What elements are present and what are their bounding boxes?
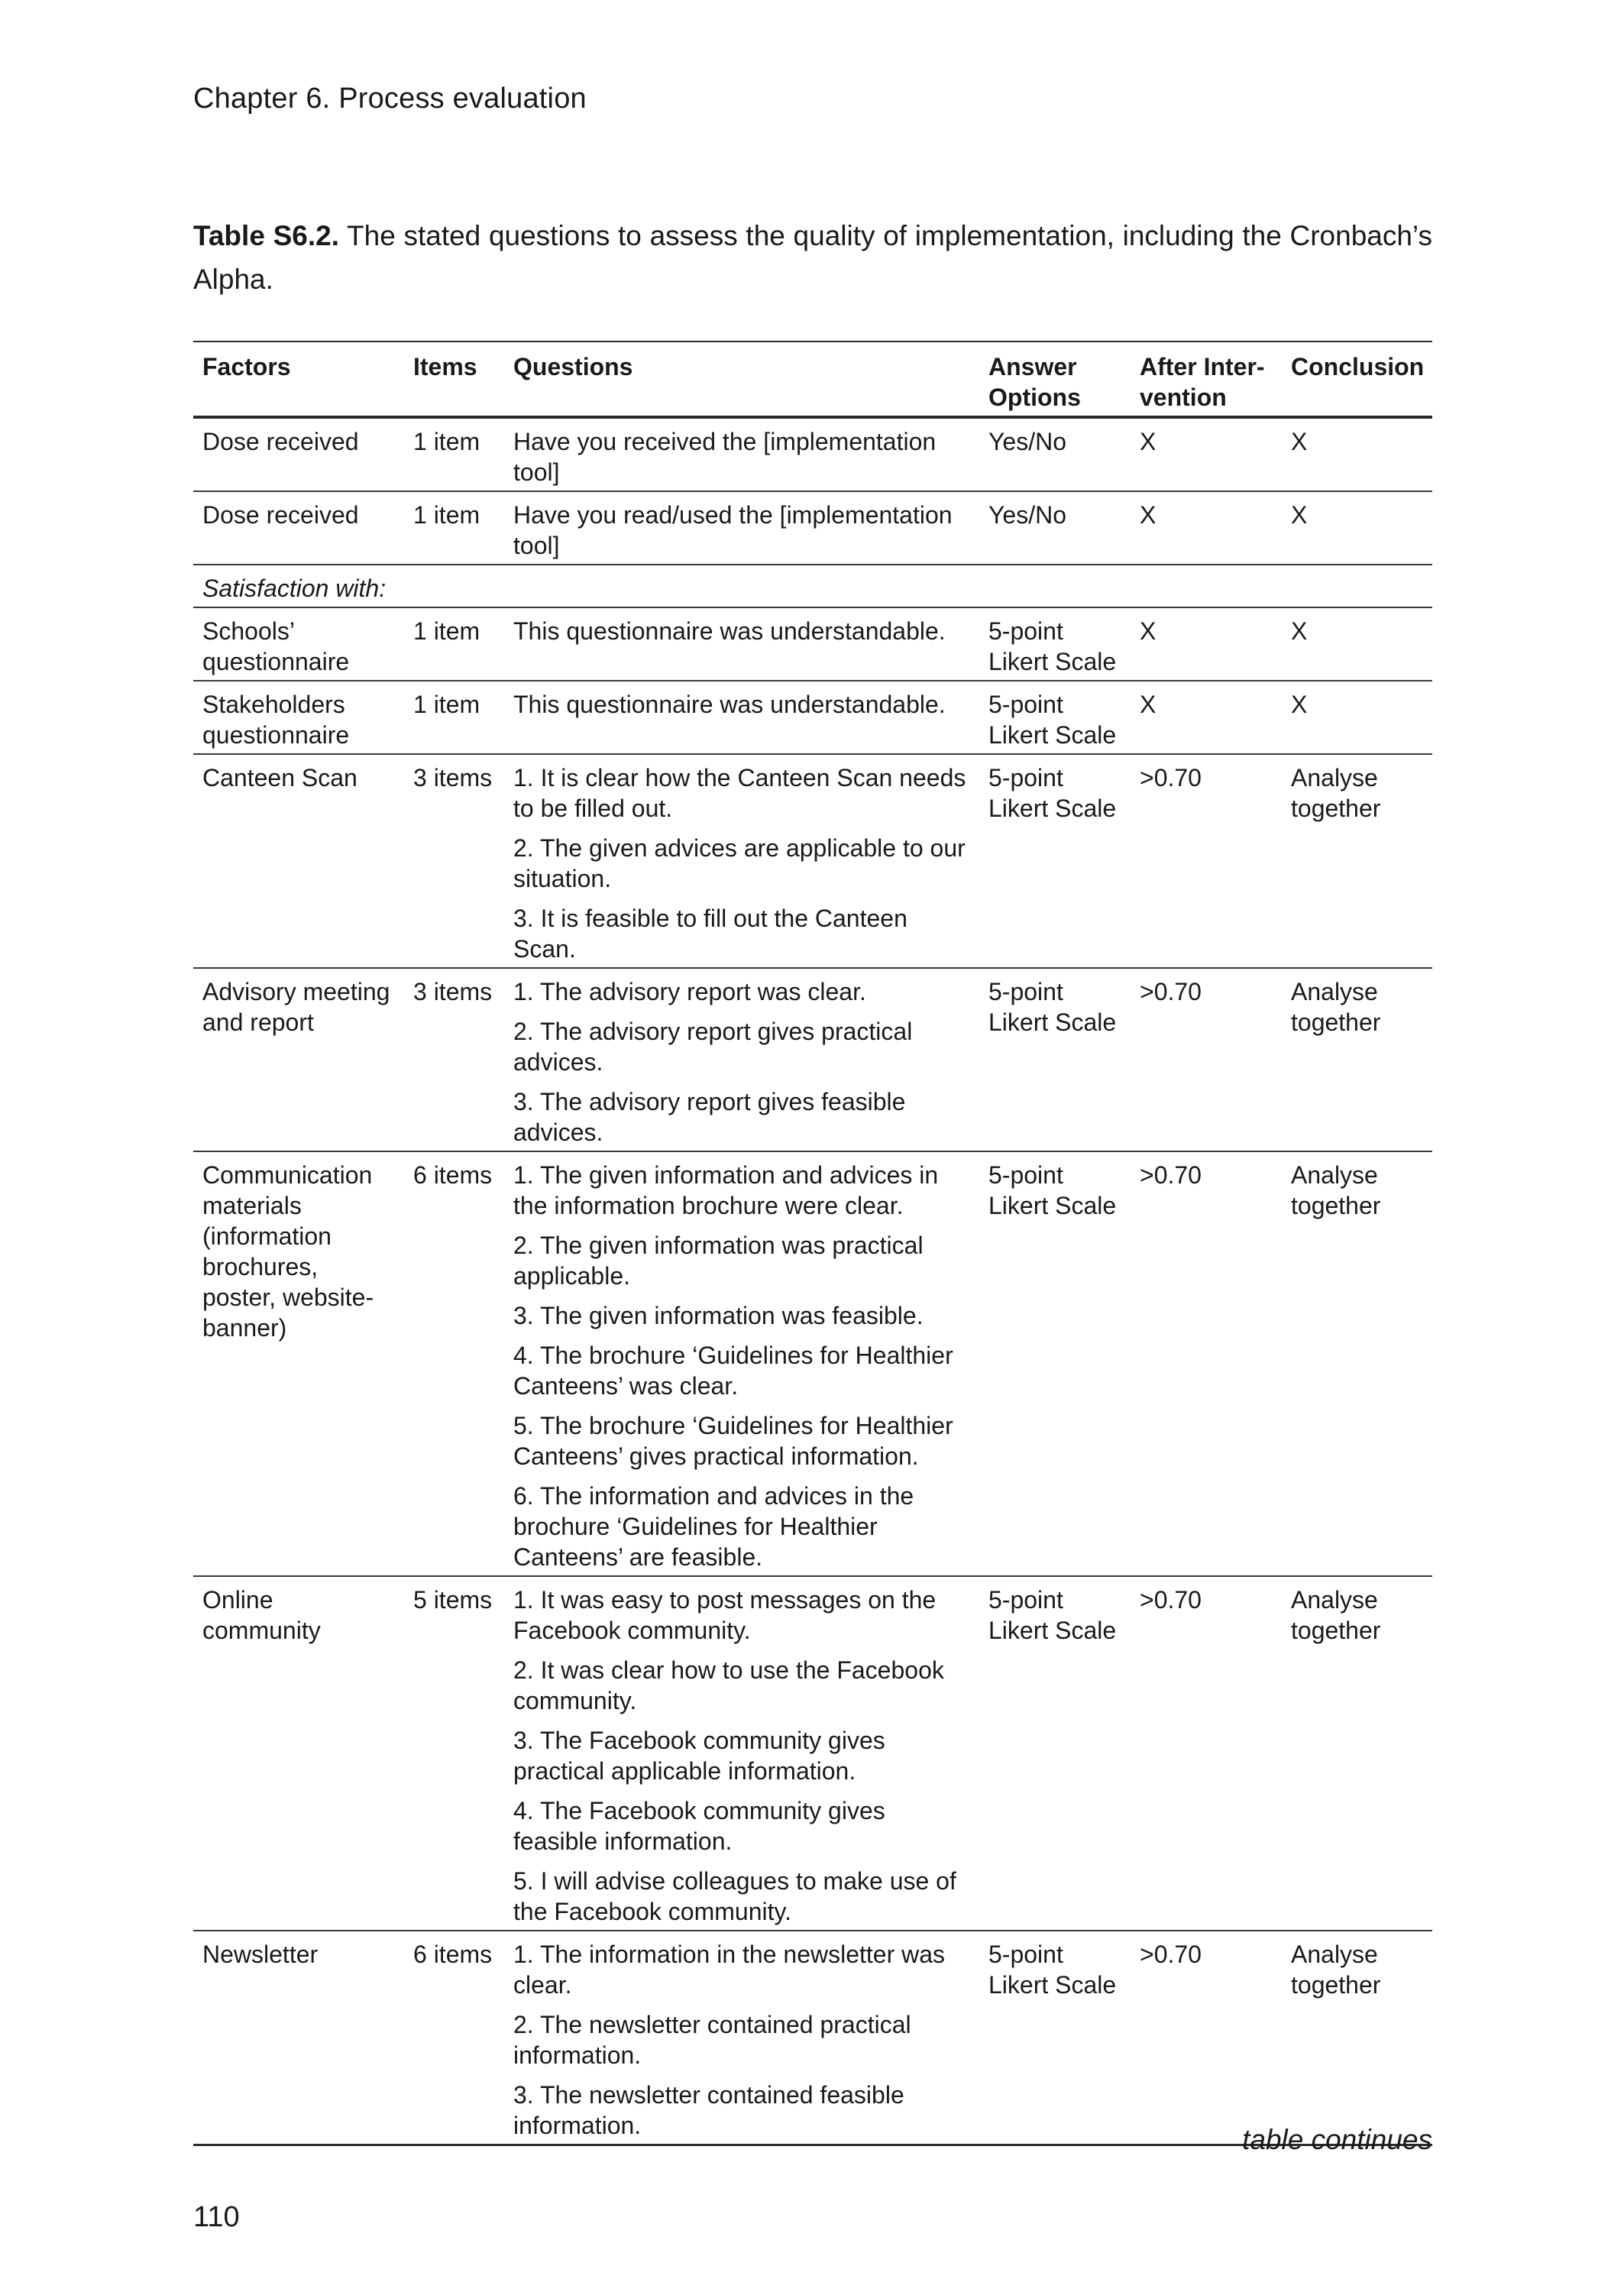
cell-items: 1 item xyxy=(404,607,504,681)
cell-questions xyxy=(504,1931,979,2145)
table-row xyxy=(193,1931,1432,2145)
cell-questions xyxy=(504,1151,979,1576)
column-header-items: Items xyxy=(404,342,504,417)
cell-factor: Online community xyxy=(193,1576,404,1931)
cell-after-intervention: >0.70 xyxy=(1131,1151,1282,1576)
question-line: 3. The given information was feasible. xyxy=(513,1302,924,1329)
chapter-title: Chapter 6. Process evaluation xyxy=(193,83,587,115)
question-line: 2. The given information was practical applicable. xyxy=(513,1232,924,1290)
cell-after-intervention: X xyxy=(1131,491,1282,565)
table-body xyxy=(193,417,1432,2145)
cell-after-intervention: >0.70 xyxy=(1131,1576,1282,1931)
cell-conclusion: Analyse together xyxy=(1282,754,1432,968)
question-line: 4. The Facebook community gives feasible information. xyxy=(513,1797,885,1855)
section-row xyxy=(193,565,1432,607)
cell-questions xyxy=(504,1576,979,1931)
question-line: This questionnaire was understandable. xyxy=(513,691,946,718)
question-line: 2. It was clear how to use the Facebook community. xyxy=(513,1656,944,1714)
table-row xyxy=(193,1576,1432,1931)
column-header-questions: Questions xyxy=(504,342,979,417)
table-row xyxy=(193,968,1432,1151)
question-line: 1. It was easy to post messages on the Facebook community. xyxy=(513,1586,937,1644)
questions-table xyxy=(193,341,1432,2146)
table-caption xyxy=(193,214,1432,301)
table-row xyxy=(193,607,1432,681)
cell-conclusion: X xyxy=(1282,417,1432,491)
cell-items: 3 items xyxy=(404,968,504,1151)
cell-questions xyxy=(504,491,979,565)
column-header-factors: Factors xyxy=(193,342,404,417)
cell-factor: Communication materials (information brochures, poster, website-banner) xyxy=(193,1151,404,1576)
column-header-conclusion: Conclusion xyxy=(1282,342,1432,417)
question-line: 3. It is feasible to fill out the Canteen Scan. xyxy=(513,905,907,963)
question-line: 4. The brochure ‘Guidelines for Healthier Canteens’ was clear. xyxy=(513,1342,953,1400)
table-row xyxy=(193,417,1432,491)
cell-after-intervention: X xyxy=(1131,681,1282,754)
column-header-after-intervention: After Inter-vention xyxy=(1131,342,1282,417)
table-row xyxy=(193,491,1432,565)
cell-answer-options: 5-point Likert Scale xyxy=(979,1931,1131,2145)
question-line: 5. The brochure ‘Guidelines for Healthier Canteens’ gives practical information. xyxy=(513,1412,953,1470)
table-continues-note: table continues xyxy=(1242,2124,1432,2155)
page-number: 110 xyxy=(193,2201,240,2233)
cell-conclusion: X xyxy=(1282,491,1432,565)
cell-factor: Canteen Scan xyxy=(193,754,404,968)
cell-items: 1 item xyxy=(404,491,504,565)
cell-items: 5 items xyxy=(404,1576,504,1931)
cell-after-intervention: >0.70 xyxy=(1131,754,1282,968)
cell-factor: Schools’ questionnaire xyxy=(193,607,404,681)
cell-answer-options: 5-point Likert Scale xyxy=(979,754,1131,968)
cell-conclusion: X xyxy=(1282,681,1432,754)
table-caption-text: The stated questions to assess the quality of implementation, including the Cronbach’s Alpha. xyxy=(193,220,1432,295)
cell-items: 6 items xyxy=(404,1151,504,1576)
question-line: 2. The advisory report gives practical advices. xyxy=(513,1018,913,1076)
cell-answer-options: 5-point Likert Scale xyxy=(979,968,1131,1151)
question-line: 1. It is clear how the Canteen Scan needs to be filled out. xyxy=(513,764,966,822)
section-label: Satisfaction with: xyxy=(193,565,1432,607)
table-row xyxy=(193,1151,1432,1576)
cell-answer-options: 5-point Likert Scale xyxy=(979,1576,1131,1931)
cell-after-intervention: X xyxy=(1131,607,1282,681)
column-header-answer-options: Answer Options xyxy=(979,342,1131,417)
cell-questions xyxy=(504,968,979,1151)
cell-items: 1 item xyxy=(404,417,504,491)
cell-factor: Dose received xyxy=(193,417,404,491)
table-row xyxy=(193,681,1432,754)
cell-items: 3 items xyxy=(404,754,504,968)
cell-conclusion: Analyse together xyxy=(1282,968,1432,1151)
cell-questions xyxy=(504,607,979,681)
question-line: 3. The Facebook community gives practical applicable information. xyxy=(513,1727,885,1785)
cell-conclusion: X xyxy=(1282,607,1432,681)
cell-factor: Advisory meeting and report xyxy=(193,968,404,1151)
cell-after-intervention: >0.70 xyxy=(1131,968,1282,1151)
cell-conclusion: Analyse together xyxy=(1282,1931,1432,2145)
cell-questions xyxy=(504,417,979,491)
cell-items: 1 item xyxy=(404,681,504,754)
question-line: 2. The given advices are applicable to our situation. xyxy=(513,834,966,892)
cell-questions xyxy=(504,754,979,968)
cell-factor: Dose received xyxy=(193,491,404,565)
question-line: 3. The advisory report gives feasible advices. xyxy=(513,1088,906,1146)
table-row xyxy=(193,754,1432,968)
question-line: 2. The newsletter contained practical information. xyxy=(513,2011,911,2069)
cell-items: 6 items xyxy=(404,1931,504,2145)
cell-answer-options: Yes/No xyxy=(979,417,1131,491)
question-line: 1. The information in the newsletter was clear. xyxy=(513,1941,946,1999)
cell-factor: Stakeholders questionnaire xyxy=(193,681,404,754)
cell-after-intervention: X xyxy=(1131,417,1282,491)
running-head xyxy=(193,83,587,115)
question-line: This questionnaire was understandable. xyxy=(513,617,946,645)
cell-after-intervention: >0.70 xyxy=(1131,1931,1282,2145)
question-line: Have you read/used the [implementation tool] xyxy=(513,501,953,559)
cell-questions xyxy=(504,681,979,754)
cell-answer-options: 5-point Likert Scale xyxy=(979,1151,1131,1576)
cell-answer-options: Yes/No xyxy=(979,491,1131,565)
question-line: 1. The given information and advices in the information brochure were clear. xyxy=(513,1161,939,1219)
cell-answer-options: 5-point Likert Scale xyxy=(979,681,1131,754)
question-line: 6. The information and advices in the brochure ‘Guidelines for Healthier Canteens’ are feasible. xyxy=(513,1482,914,1571)
question-line: 3. The newsletter contained feasible information. xyxy=(513,2081,904,2139)
cell-answer-options: 5-point Likert Scale xyxy=(979,607,1131,681)
cell-factor: Newsletter xyxy=(193,1931,404,2145)
cell-conclusion: Analyse together xyxy=(1282,1576,1432,1931)
question-line: 1. The advisory report was clear. xyxy=(513,978,866,1005)
question-line: Have you received the [implementation tool] xyxy=(513,428,937,486)
cell-conclusion: Analyse together xyxy=(1282,1151,1432,1576)
question-line: 5. I will advise colleagues to make use of the Facebook community. xyxy=(513,1867,956,1925)
table-label: Table S6.2. xyxy=(193,220,339,251)
table-header-row xyxy=(193,342,1432,417)
